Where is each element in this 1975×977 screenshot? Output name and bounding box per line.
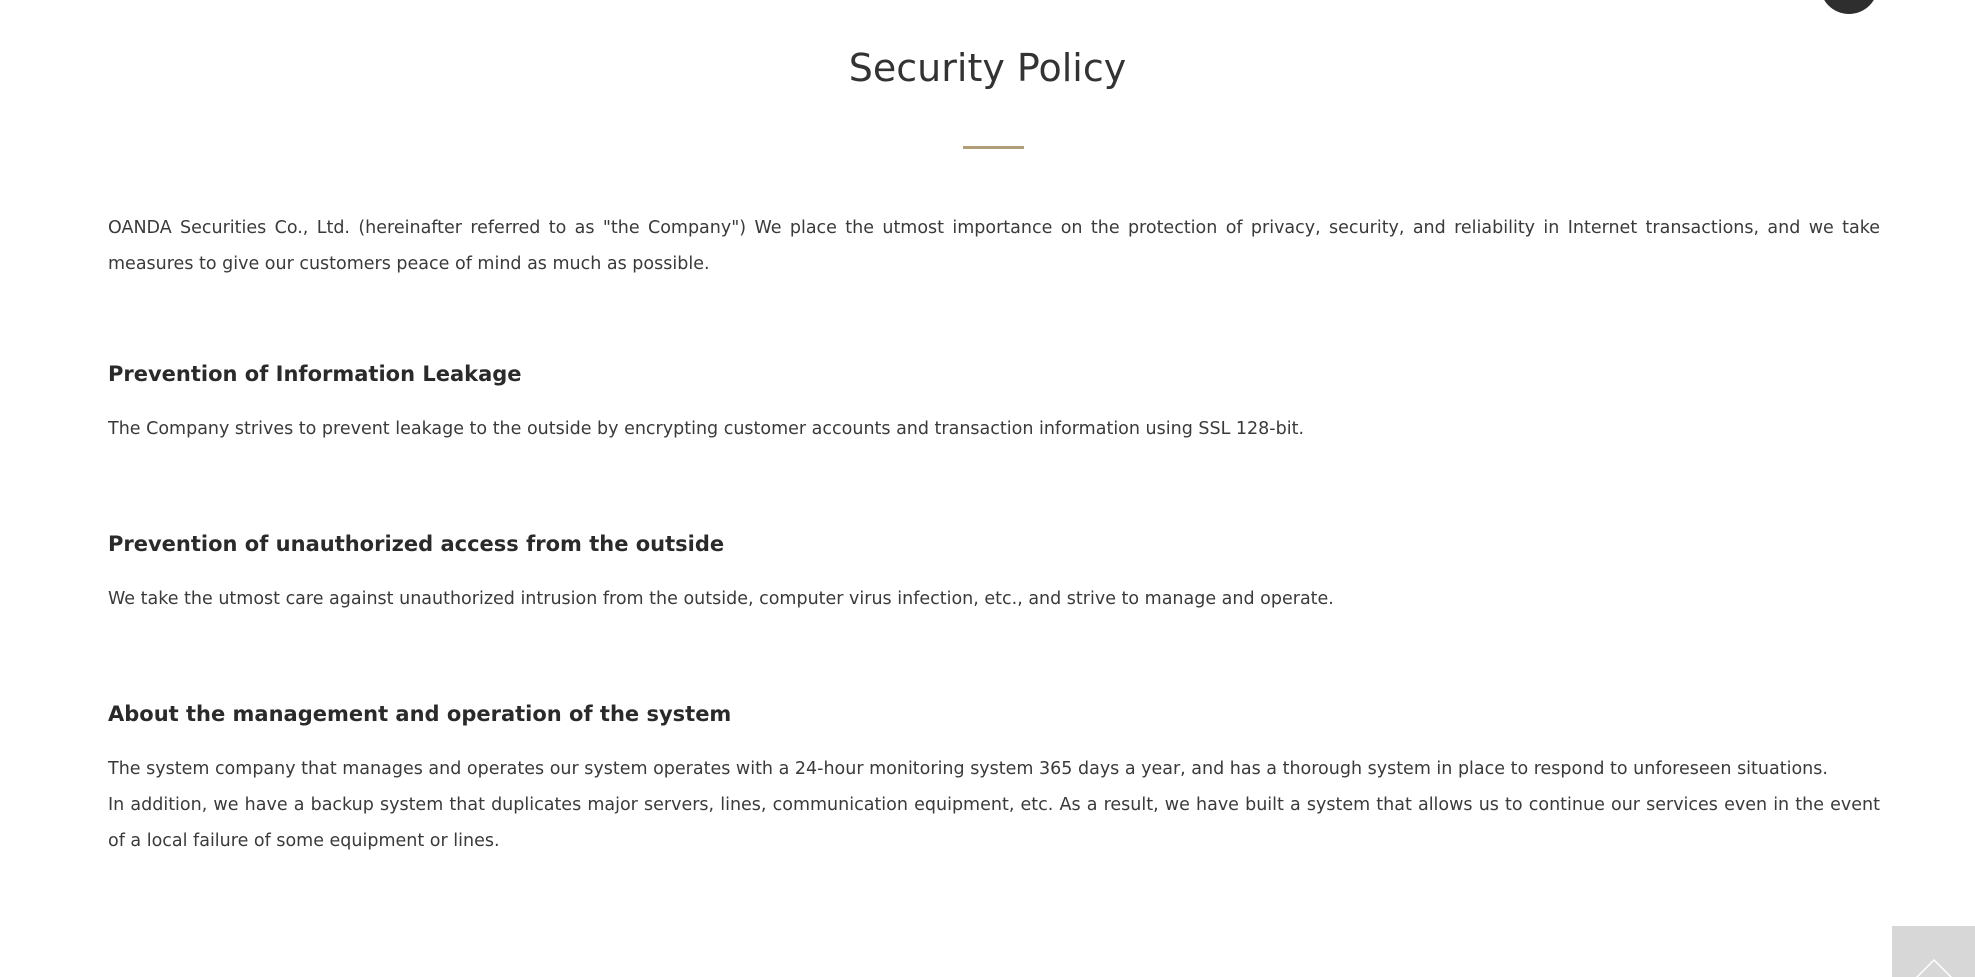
section-information-leakage	[108, 358, 1880, 447]
chevron-up-icon	[1914, 956, 1954, 977]
title-divider	[963, 146, 1024, 149]
section-paragraph: We take the utmost care against unauthorized intrusion from the outside, computer virus infection, etc., and strive to manage and operate.	[108, 589, 1334, 609]
header-menu-button[interactable]	[1820, 0, 1878, 14]
section-heading: About the management and operation of the system	[108, 702, 732, 726]
section-paragraph: The Company strives to prevent leakage to the outside by encrypting customer accounts and transaction information using SSL 128-bit.	[108, 419, 1305, 439]
section-paragraph: The system company that manages and operates our system operates with a 24-hour monitoring system 365 days a year, and has a thorough system in place to respond to unforeseen situations.	[108, 759, 1828, 779]
policy-content	[108, 210, 1880, 851]
section-unauthorized-access	[108, 528, 1880, 617]
section-system-management	[108, 698, 1880, 859]
page-title: Security Policy	[848, 46, 1127, 90]
section-paragraph: In addition, we have a backup system that duplicates major servers, lines, communication equipment, etc. As a result, we have built a system that allows us to continue our services even in the event of a local failure of some equipment or lines.	[108, 795, 1880, 851]
back-to-top-button[interactable]	[1892, 926, 1975, 977]
intro-paragraph: OANDA Securities Co., Ltd. (hereinafter referred to as "the Company") We place the utmost importance on the protection of privacy, security, and reliability in Internet transactions, and we take measures to give our customers peace of mind as much as possible.	[108, 218, 1880, 274]
section-heading: Prevention of unauthorized access from the outside	[108, 532, 725, 556]
section-heading: Prevention of Information Leakage	[108, 362, 522, 386]
